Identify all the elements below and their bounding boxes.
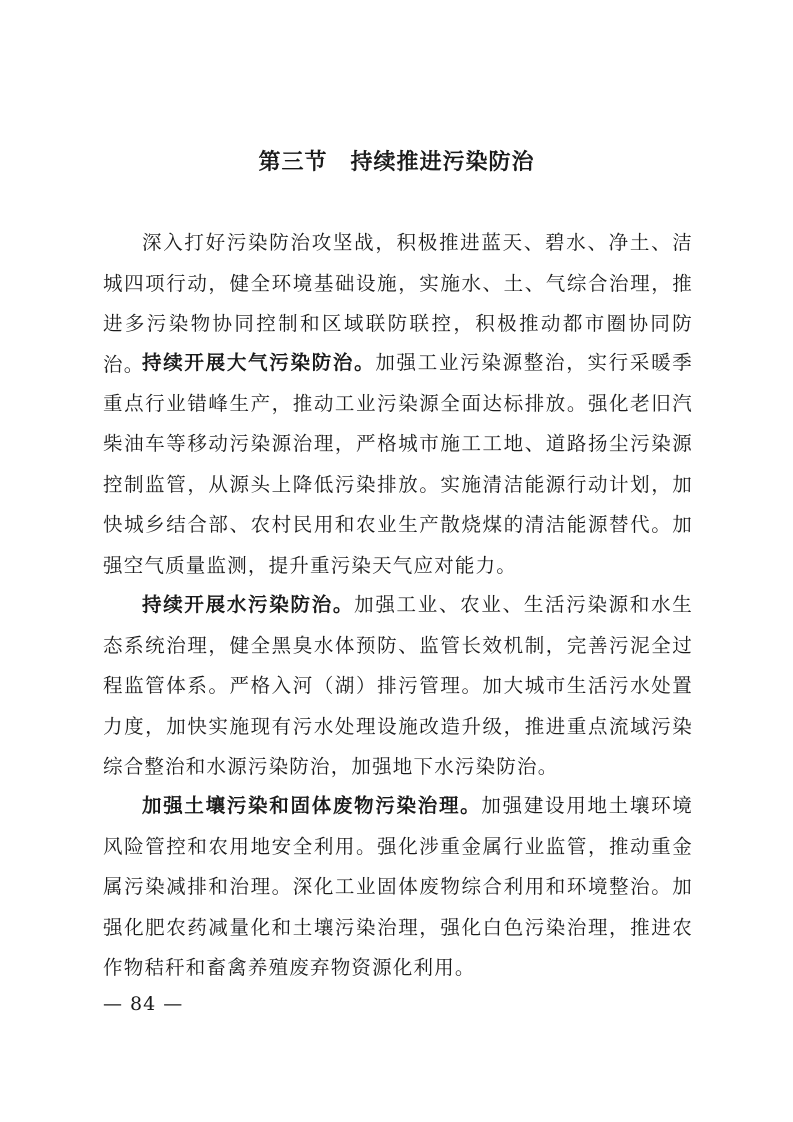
- paragraph-body: 加强工业污染源整治，实行采暖季重点行业错峰生产，推动工业污染源全面达标排放。强化老旧汽柴油车等移动污染源治理，严格城市施工工地、道路扬尘污染源控制监管，从源头上降低污染排放。实施清洁能源行动计划，加快城乡结合部、农村民用和农业生产散烧煤的清洁能源替代。加强空气质量监测，提升重污染天气应对能力。: [103, 351, 693, 577]
- paragraph-body: 加强建设用地土壤环境风险管控和农用地安全利用。强化涉重金属行业监管，推动重金属污染减排和治理。深化工业固体废物综合利用和环境整治。加强化肥农药减量化和土壤污染治理，强化白色污染治理，推进农作物秸秆和畜禽养殖废弃物资源化利用。: [103, 794, 693, 979]
- paragraph-lead: 持续开展水污染防治。: [142, 593, 355, 616]
- paragraph-body: 加强工业、农业、生活污染源和水生态系统治理，健全黑臭水体预防、监管长效机制，完善污泥全过程监管体系。严格入河（湖）排污管理。加大城市生活污水处置力度，加快实施现有污水处理设施改造升级，推进重点流域污染综合整治和水源污染防治，加强地下水污染防治。: [103, 593, 693, 778]
- paragraph-lead: 加强土壤污染和固体废物污染治理。: [142, 794, 482, 817]
- page-number: — 84 —: [103, 993, 184, 1015]
- section-title: 第三节 持续推进污染防治: [258, 149, 535, 175]
- paragraph-lead: 持续开展大气污染防治。: [142, 351, 376, 374]
- paragraph-body: 深入打好污染防治攻坚战，积极推进蓝天、碧水、净土、洁城四项行动，健全环境基础设施，实施水、土、气综合治理，推进多污染物协同控制和区域联防联控，积极推动都市圈协同防治。: [103, 231, 693, 376]
- paragraph-air-pollution: [103, 343, 693, 586]
- paragraph-water-pollution: [103, 585, 693, 788]
- paragraph-soil-solid-waste: [103, 786, 693, 989]
